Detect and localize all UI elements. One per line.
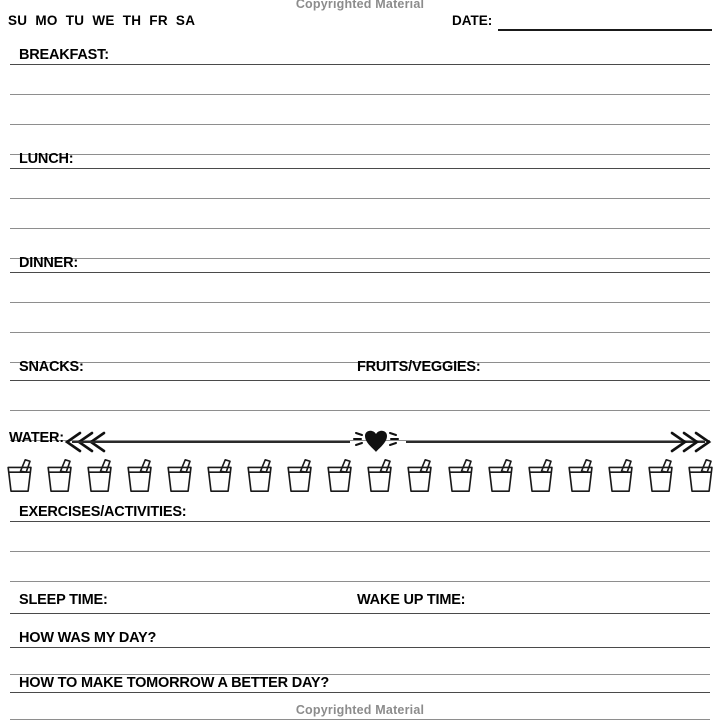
heart-with-sparkles-icon — [354, 431, 398, 452]
wake-up-time-label: WAKE UP TIME: — [357, 592, 466, 608]
water-cup-icon[interactable] — [44, 456, 77, 494]
copyright-watermark-top: Copyrighted Material — [295, 0, 425, 11]
day-mo[interactable]: MO — [35, 13, 58, 28]
dinner-line-2[interactable] — [10, 303, 710, 333]
lunch-line-2[interactable] — [10, 199, 710, 229]
breakfast-label-row[interactable] — [10, 46, 710, 65]
day-sa[interactable]: SA — [175, 13, 196, 28]
dinner-line-1[interactable] — [10, 273, 710, 303]
breakfast-label: BREAKFAST: — [19, 47, 109, 63]
water-cup-icon[interactable] — [565, 456, 598, 494]
date-write-line[interactable] — [498, 29, 712, 31]
dinner-label-row[interactable] — [10, 254, 710, 273]
breakfast-line-1[interactable] — [10, 65, 710, 95]
water-cup-icon[interactable] — [124, 456, 157, 494]
lunch-line-1[interactable] — [10, 169, 710, 199]
water-section — [0, 424, 720, 492]
water-cup-icon[interactable] — [645, 456, 678, 494]
sleep-wake-write-line[interactable] — [10, 613, 710, 614]
lunch-label-row[interactable] — [10, 150, 710, 169]
water-cup-icon[interactable] — [525, 456, 558, 494]
exercises-label: EXERCISES/ACTIVITIES: — [19, 504, 187, 520]
water-cup-icon[interactable] — [445, 456, 478, 494]
water-cup-icon[interactable] — [244, 456, 277, 494]
how-was-my-day-label: HOW WAS MY DAY? — [19, 630, 157, 646]
breakfast-line-2[interactable] — [10, 95, 710, 125]
water-cup-icon[interactable] — [284, 456, 317, 494]
better-day-label: HOW TO MAKE TOMORROW A BETTER DAY? — [19, 675, 330, 691]
water-cup-icon[interactable] — [204, 456, 237, 494]
exercises-section — [0, 503, 720, 582]
how-was-my-day-section — [0, 629, 720, 675]
exercises-label-row[interactable] — [10, 503, 710, 522]
snacks-label: SNACKS: — [19, 359, 84, 375]
better-day-label-row[interactable] — [10, 674, 710, 693]
water-divider-arrow — [60, 424, 720, 458]
how-was-my-day-line-1[interactable] — [10, 648, 710, 675]
dinner-section — [0, 254, 720, 363]
breakfast-section — [0, 46, 720, 155]
day-th[interactable]: TH — [122, 13, 142, 28]
snacks-fruits-label-row[interactable] — [10, 359, 710, 381]
water-cup-icon[interactable] — [324, 456, 357, 494]
day-we[interactable]: WE — [92, 13, 115, 28]
water-cup-icon[interactable] — [364, 456, 397, 494]
snacks-line-1[interactable] — [10, 381, 710, 411]
water-cup-icon[interactable] — [685, 456, 718, 494]
exercises-line-2[interactable] — [10, 552, 710, 582]
water-cup-icon[interactable] — [164, 456, 197, 494]
dinner-label: DINNER: — [19, 255, 79, 271]
water-cup-icon[interactable] — [485, 456, 518, 494]
water-cup-tracker[interactable] — [4, 454, 718, 494]
lunch-section — [0, 150, 720, 259]
water-cup-icon[interactable] — [605, 456, 638, 494]
water-cup-icon[interactable] — [404, 456, 437, 494]
sleep-wake-label-row[interactable] — [10, 592, 710, 614]
exercises-line-1[interactable] — [10, 522, 710, 552]
header — [0, 10, 720, 42]
copyright-watermark-bottom: Copyrighted Material — [295, 703, 425, 717]
water-label: WATER: — [9, 430, 64, 446]
water-cup-icon[interactable] — [4, 456, 37, 494]
day-su[interactable]: SU — [8, 13, 28, 28]
water-cup-icon[interactable] — [84, 456, 117, 494]
how-was-my-day-label-row[interactable] — [10, 629, 710, 648]
day-of-week-selector[interactable] — [8, 13, 195, 28]
day-tu[interactable]: TU — [65, 13, 85, 28]
day-fr[interactable]: FR — [149, 13, 168, 28]
lunch-label: LUNCH: — [19, 151, 74, 167]
rule — [10, 581, 710, 582]
date-label: DATE: — [452, 13, 493, 28]
sleep-section — [0, 592, 720, 614]
date-field[interactable] — [452, 13, 712, 33]
sleep-time-label: SLEEP TIME: — [19, 592, 108, 608]
fruits-veggies-label: FRUITS/VEGGIES: — [357, 359, 481, 375]
